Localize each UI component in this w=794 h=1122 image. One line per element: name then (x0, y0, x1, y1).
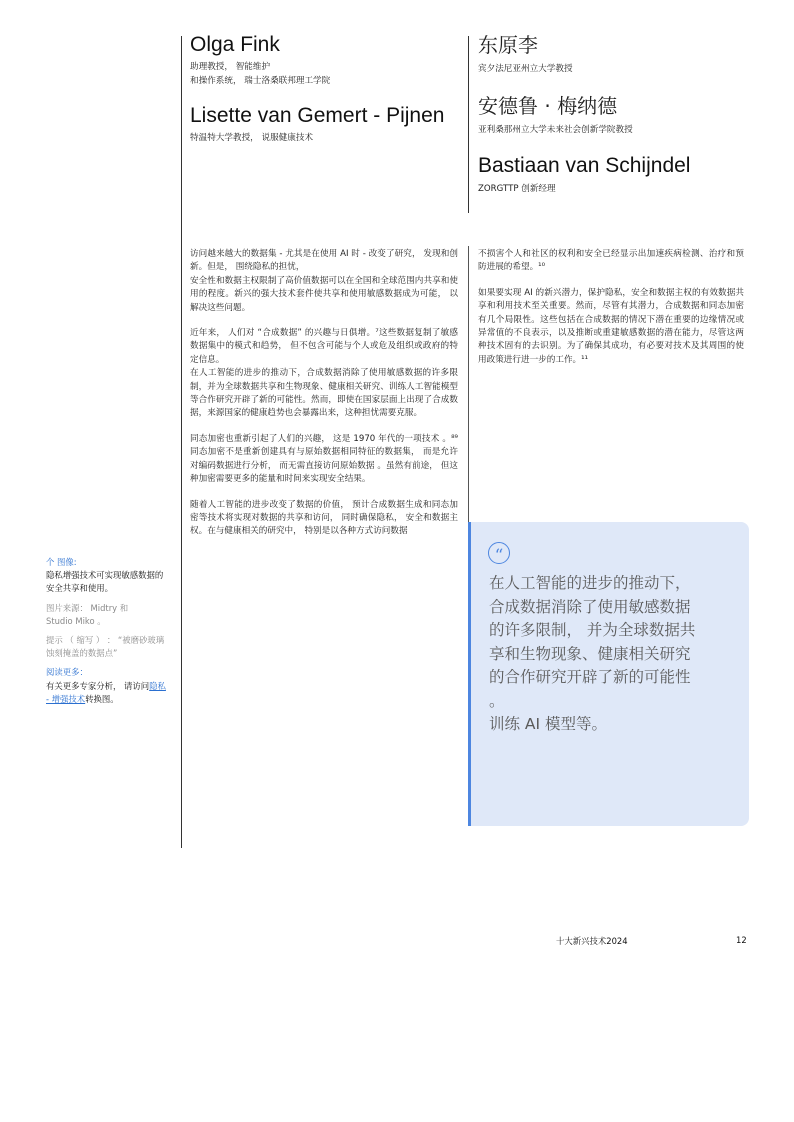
paragraph: 在人工智能的进步的推动下，合成数据消除了使用敏感数据的许多限制，并为全球数据共享和生物现象、健康相关研究、训练人工智能模型等合作研究开辟了新的可能性。然而，即使在国家层面上出现了合成数据，来源国家的健康趋势也会暴露出来，这种担忧需要克服。 (190, 368, 458, 419)
image-credit: Studio Miko 。 (46, 615, 106, 626)
person-name: 东原李 (478, 33, 538, 57)
person-name: Bastiaan van Schijndel (478, 154, 691, 177)
paragraph: 随着人工智能的进步改变了数据的价值， 预计合成数据生成和同态加密等技术将实现对数据的共享和访问， 同时确保隐私， 安全和数据主权。在与健康相关的研究中， 特别是以各种方式访问数据 (190, 499, 458, 537)
person-role: 宾夕法尼亚州立大学教授 (478, 64, 573, 74)
quote-line: 在人工智能的进步的推动下， (489, 574, 691, 592)
middle-column-rule (468, 36, 469, 213)
left-column-rule (181, 36, 182, 848)
quote-line: 训练 AI 模型等。 (489, 715, 608, 733)
image-prompt: 提示 （ 缩写 ） ： “被磨砂玻璃蚀刻掩盖的数据点” (46, 635, 165, 659)
image-caption: 隐私增强技术可实现敏感数据的安全共享和使用。 (46, 570, 164, 594)
read-more-suffix: 转换图。 (85, 693, 119, 704)
person-name: Olga Fink (190, 33, 280, 56)
pull-quote (468, 522, 749, 826)
person-andrew-maynard (478, 94, 758, 137)
person-role: 特温特大学教授， 说服健康技术 (190, 133, 314, 144)
person-dongyuan-li (478, 33, 748, 76)
quote-line: 。 (489, 691, 505, 710)
read-more-label: 阅读更多： (46, 667, 88, 678)
page-number: 12 (736, 935, 747, 945)
quote-line: 享和生物现象、健康相关研究 (489, 644, 691, 663)
paragraph: 如果要实现 AI 的新兴潜力，保护隐私，安全和数据主权的有效数据共享和利用技术至关重要。然而，尽管有其潜力，合成数据和同态加密有几个局限性。这些包括在合成数据的情况下潜在重要的边缘情况或异常值的不良表示，以及推断或重建敏感数据的潜在能力，尽管这两种技术固有的去识别。为了确保其成功，有必要对技术及其周围的使用政策进行进一步的工作。¹¹ (478, 287, 744, 365)
paragraph: 安全性和数据主权限制了高价值数据可以在全国和全球范围内共享和使用的程度。新兴的强大技术套件使共享和使用敏感数据成为可能， 以解决这些问题。 (190, 275, 458, 313)
person-lisette-van-gemert (190, 104, 465, 145)
quote-line: 合成数据消除了使用敏感数据 (489, 597, 691, 616)
person-name: 安德鲁 · 梅纳德 (478, 94, 618, 118)
article-body-left (190, 248, 458, 539)
read-more-prefix: 有关更多专家分析， 请访问 (46, 680, 150, 691)
paragraph: 访问越来越大的数据集 - 尤其是在使用 AI 时 - 改变了研究， 发现和创新。但是， 围绕隐私的担忧， (190, 249, 458, 273)
image-label: 个 图像: (46, 557, 77, 567)
paragraph: 近年来， 人们对 “合成数据” 的兴趣与日俱增。⁷这些数据复制了敏感数据集中的模式和趋势， 但不包含可能与个人或危及组织或政府的特定信息。 (190, 328, 458, 365)
person-role: 亚利桑那州立大学未来社会创新学院教授 (478, 125, 633, 135)
read-more-link[interactable]: 隐私 - 增强技术 (46, 680, 166, 704)
person-name: Lisette van Gemert - Pijnen (190, 104, 445, 127)
sidebar-image-info (46, 556, 170, 706)
person-role: 和操作系统， 瑞士洛桑联邦理工学院 (190, 76, 331, 87)
read-more-text (46, 680, 170, 706)
person-role: ZORGTTP 创新经理 (478, 184, 556, 195)
quote-line: 的许多限制， 并为全球数据共 (489, 621, 696, 639)
person-olga-fink (190, 33, 460, 88)
quote-icon: “ (488, 542, 510, 564)
quote-line: 的合作研究开辟了新的可能性 (489, 668, 691, 686)
image-credit: 图片来源： Midtry 和 (46, 602, 129, 613)
footer-title: 十大新兴技术2024 (556, 936, 628, 946)
person-bastiaan-van-schijndel (478, 154, 758, 196)
article-body-right (478, 248, 744, 367)
paragraph: 不损害个人和社区的权利和安全已经显示出加速疾病检测、治疗和预防进展的希望。¹⁰ (478, 249, 744, 273)
pull-quote-text (489, 572, 725, 737)
person-role: 助理教授， 智能维护 (190, 62, 271, 73)
paragraph: 同态加密也重新引起了人们的兴趣， 这是 1970 年代的一项技术 。⁸⁹同态加密不是重新创建具有与原始数据相同特征的数据集， 而是允许对编码数据进行分析， 而无需直接访问原始数据 。虽然有前途， 但这种加密需要更多的能量和时间来实现安全结果。 (190, 433, 458, 485)
